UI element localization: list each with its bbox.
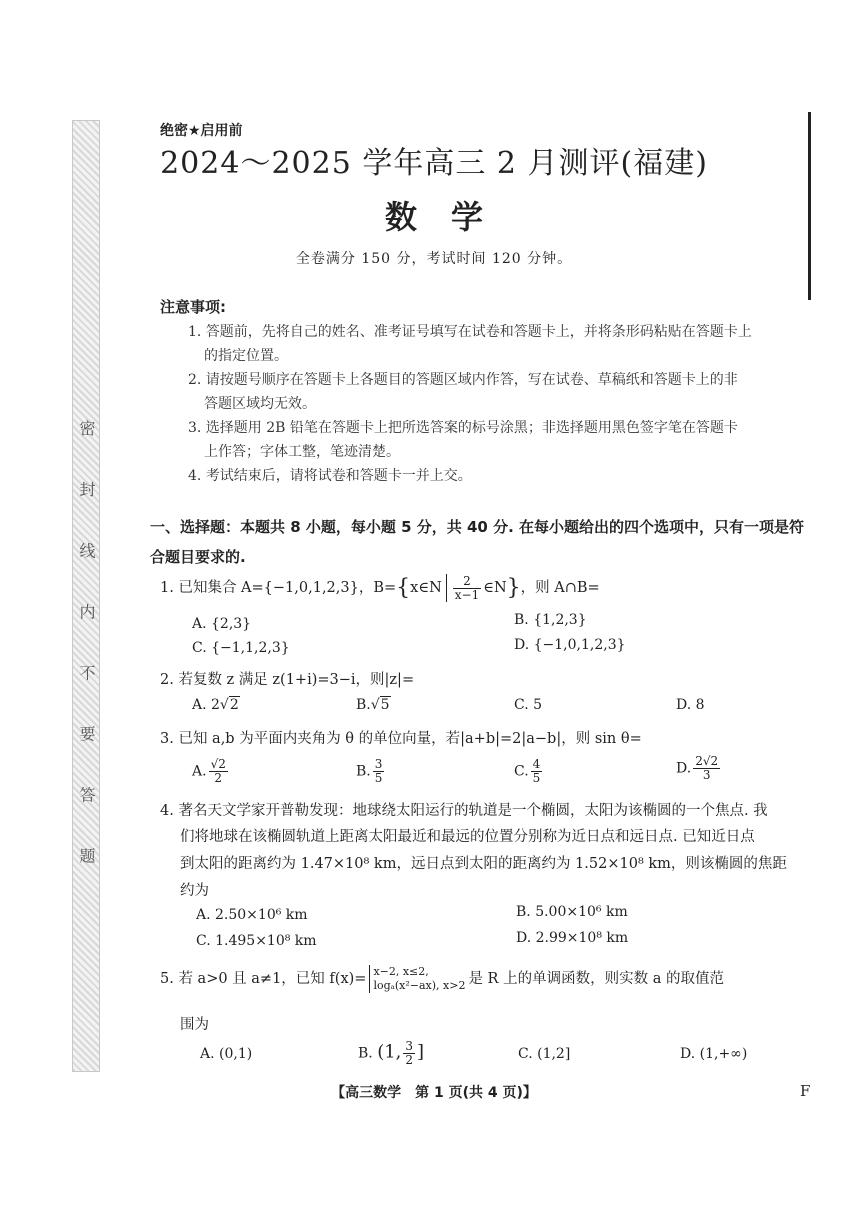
q5-b-num: 3 [405,1039,414,1053]
question-5-line: 围为 [180,1017,209,1033]
question-4-line: 到太阳的距离约为 1.47×10⁸ km，远日点到太阳的距离约为 1.52×10⁸ km，则该椭圆的焦距 [180,856,787,872]
q1-frac-num: 2 [453,575,481,589]
q4-option-c: C. 1.495×10⁸ km [196,933,317,949]
q3-c-fraction [531,758,543,785]
q2-b-radicand: 5 [380,697,390,713]
q1-stem-a: 1. 已知集合 A={−1,0,1,2,3}，B= [160,580,397,596]
q2-b-prefix: B. [356,697,371,713]
q5-option-b [358,1040,424,1067]
question-4-line: 4. 著名天文学家开普勒发现：地球绕太阳运行的轨道是一个椭圆，太阳为该椭圆的一个焦点. 我 [160,803,768,819]
q3-c-num: 4 [532,757,541,771]
q5-option-c: C. (1,2] [518,1046,571,1062]
q2-a-radicand: 2 [229,697,239,713]
q1-option-b: B. {1,2,3} [514,612,587,628]
exam-info: 全卷满分 150 分，考试时间 120 分钟。 [295,251,573,267]
q5-piece-2: logₐ(x²−ax), x>2 [373,979,466,992]
q5-b-fraction [403,1040,415,1067]
q5-stem-b: 是 R 上的单调函数，则实数 a 的取值范 [468,971,724,987]
q3-b-num: 3 [374,757,383,771]
q1-frac-den: x−1 [454,587,480,602]
q3-option-d [676,755,722,782]
question-4-line: 约为 [180,883,209,899]
page-footer: 【高三数学 第 1 页(共 4 页)】 [331,1085,537,1101]
q1-set-open: { [396,575,411,601]
question-2: 2. 若复数 z 满足 z(1+i)=3−i，则|z|= [160,672,415,688]
q2-a-prefix: A. 2 [192,697,220,713]
note-line: 的指定位置。 [204,348,288,364]
q3-a-fraction [209,758,228,785]
note-line: 上作答；字体工整，笔迹清楚。 [204,444,400,460]
q3-option-a [192,758,230,785]
q5-piecewise [369,965,465,993]
q3-d-num: 2√2 [695,754,719,768]
q3-d-fraction [693,755,720,782]
q3-a-label: A. [192,763,207,780]
q1-divider [446,574,447,602]
note-line: 答题区域均无效。 [204,396,316,412]
q1-stem-b: ，则 A∩B= [520,580,600,596]
notes-heading: 注意事项: [160,298,226,316]
q3-d-den: 3 [702,768,711,782]
q1-set-tail: ∈N [483,580,507,596]
question-3: 3. 已知 a,b 为平面内夹角为 θ 的单位向量，若|a+b|=2|a−b|，则 sin θ= [160,731,642,747]
q3-b-fraction [373,758,385,785]
q4-option-a: A. 2.50×10⁶ km [196,907,308,923]
note-line: 3. 选择题用 2B 铅笔在答题卡上把所选答案的标号涂黑；非选择题用黑色签字笔在答题卡 [188,420,738,436]
secret-mark: 绝密★启用前 [160,123,243,139]
subject-title: 数学 [384,198,517,236]
q5-b-close: ] [417,1041,425,1063]
q2-option-d: D. 8 [676,697,705,713]
q1-set-close: } [506,575,521,601]
q5-stem-a: 5. 若 a>0 且 a≠1，已知 f(x)= [160,971,367,987]
question-1 [160,574,600,602]
q3-option-c [514,758,544,785]
note-line: 1. 答题前，先将自己的姓名、准考证号填写在试卷和答题卡上，并将条形码粘贴在答题卡上 [188,324,752,340]
q5-option-a: A. (0,1) [200,1046,253,1062]
q3-b-label: B. [356,763,371,780]
section-heading: 一、选择题：本题共 8 小题，每小题 5 分，共 40 分. 在每小题给出的四个选项中，只有一项是符合题目要求的. [150,518,805,566]
sqrt-icon: √ [219,697,229,713]
q2-option-b [356,697,391,713]
q5-option-d: D. (1,+∞) [680,1046,748,1062]
q1-fraction [453,575,481,602]
q1-option-c: C. {−1,1,2,3} [192,640,290,656]
note-line: 4. 考试结束后，请将试卷和答题卡一并上交。 [188,468,472,484]
q4-option-d: D. 2.99×10⁸ km [516,930,629,946]
note-line: 2. 请按题号顺序在答题卡上各题目的答题区域内作答，写在试卷、草稿纸和答题卡上的非 [188,372,738,388]
q2-option-a [192,697,240,713]
binding-warning: 密 封 线 内 不 要 答 题 [77,420,96,884]
exam-title: 2024～2025 学年高三 2 月测评(福建) [160,146,708,181]
q5-b-open: (1, [377,1041,402,1063]
q3-option-b [356,758,386,785]
q5-piece-1: x−2, x≤2, [373,965,429,978]
q3-b-den: 5 [374,771,383,785]
q4-option-b: B. 5.00×10⁶ km [516,904,628,920]
q5-b-den: 2 [405,1053,414,1067]
q1-option-d: D. {−1,0,1,2,3} [514,637,626,653]
q1-option-a: A. {2,3} [192,616,252,632]
q5-b-label: B. [358,1045,373,1062]
q3-c-den: 5 [532,771,541,785]
question-4-line: 们将地球在该椭圆轨道上距离太阳最近和最远的位置分别称为近日点和远日点. 已知近日点 [180,829,755,845]
q3-a-den: 2 [214,771,223,785]
sqrt-icon: √ [370,697,380,713]
q3-a-num: √2 [210,757,226,771]
question-5 [160,965,724,993]
q3-c-label: C. [514,763,529,780]
q3-d-label: D. [676,760,692,777]
paper-version: F [800,1082,811,1100]
q2-option-c: C. 5 [514,697,543,713]
q1-set-x: x∈N [410,580,442,596]
